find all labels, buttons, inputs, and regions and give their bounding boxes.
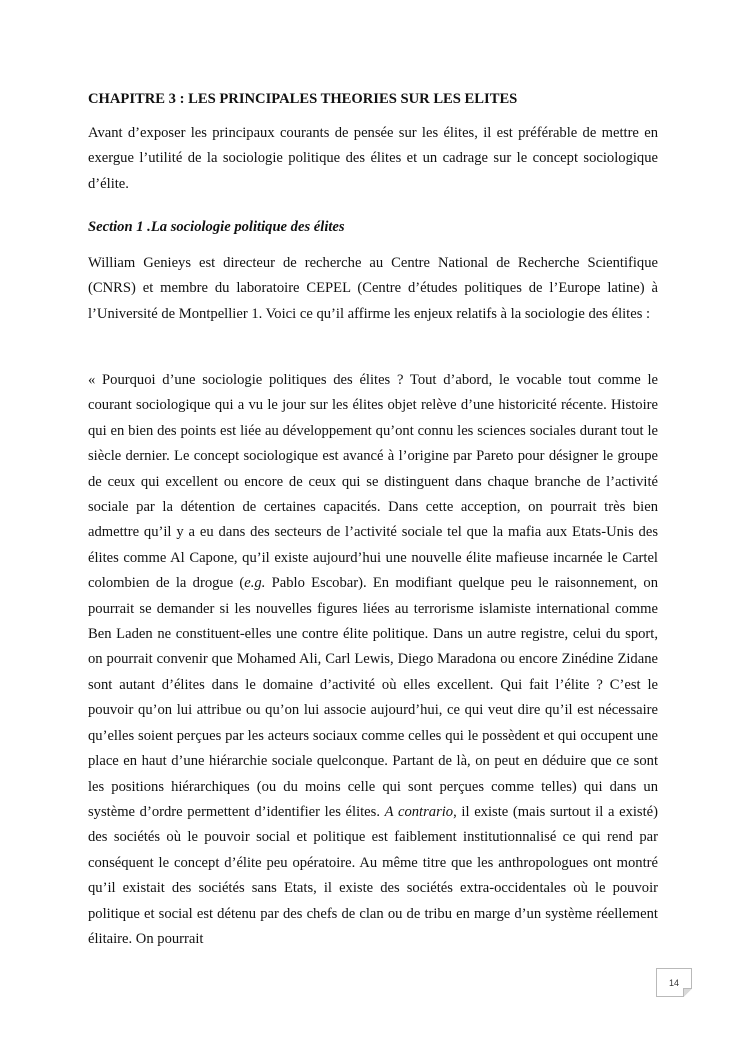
author-paragraph: William Genieys est directeur de recherche au Centre National de Recherche Scientifique (CNRS) et membre du laboratoire CEPEL (Centre d’études politiques de l’Europe latine) à l’Université de Montpellier 1. Voici ce qu’il affirme les enjeux relatifs à la sociologie des élites : [88, 255, 658, 322]
quote-paragraph [88, 368, 658, 952]
quote-text-part1: « Pourquoi d’une sociologie politiques des élites ? Tout d’abord, le vocable tout comme le courant sociologique qui a vu le jour sur les élites objet relève d’une historicité récente. Histoire qui en bien des points est liée au développement qu’ont connu les sciences sociales durant tout le siècle dernier. Le concept sociologique est avancé à l’origine par Pareto pour désigner le groupe de ceux qui excellent ou encore de ceux qui se distinguent dans chaque branche de l’activité sociale par la détention de certaines capacités. Dans cette acception, on pourrait très bien admettre qu’il y a eu dans des secteurs de l’activité sociale tel que la mafia aux Etats-Unis des élites comme Al Capone, qu’il existe aujourd’hui une nouvelle élite mafieuse incarnée le Cartel colombien de la drogue ( [88, 372, 658, 592]
quote-a-contrario: A contrario [384, 803, 454, 820]
chapter-title: CHAPITRE 3 : LES PRINCIPALES THEORIES SUR LES ELITES [88, 91, 518, 107]
quote-eg: e.g. [244, 575, 266, 592]
page-number: 14 [656, 968, 692, 997]
quote-text-part2: Pablo Escobar). En modifiant quelque peu le raisonnement, on pourrait se demander si les nouvelles figures liées au terrorisme islamiste international comme Ben Laden ne constituent-elles une contre élite politique. Dans un autre registre, celui du sport, on pourrait convenir que Mohamed Ali, Carl Lewis, Diego Maradona ou encore Zinédine Zidane sont autant d’élites dans le domaine d’activité où elles excellent. Qui fait l’élite ? C’est le pouvoir qu’on lui attribue ou qu’on lui associe aujourd’hui, ce qui veut dire qu’il est nécessaire qu’elles soient perçues par les acteurs sociaux comme celles qui le possèdent et qui occupent une place en haut d’une hiérarchie sociale quelconque. Partant de là, on peut en déduire que ce sont les positions hiérarchiques (ou du moins celle qui sont perçues comme telles) qui dans un système d’ordre permettent d’identifier les élites. [88, 575, 658, 820]
section-title: Section 1 .La sociologie politique des élites [88, 219, 345, 235]
quote-text-part3: , il existe (mais surtout il a existé) des sociétés où le pouvoir social et politique est faiblement institutionnalisé ce qui rend par conséquent le concept d’élite peu opératoire. Au même titre que les anthropologues ont montré qu’il existait des sociétés sans Etats, il existe des sociétés extra-occidentales où le pouvoir politique et social est détenu par des chefs de clan ou de tribu en marge d’un système réellement élitaire. On pourrait [88, 803, 658, 947]
intro-paragraph: Avant d’exposer les principaux courants de pensée sur les élites, il est préférable de mettre en exergue l’utilité de la sociologie politique des élites et un cadrage sur le concept sociologique d’élite. [88, 125, 658, 192]
